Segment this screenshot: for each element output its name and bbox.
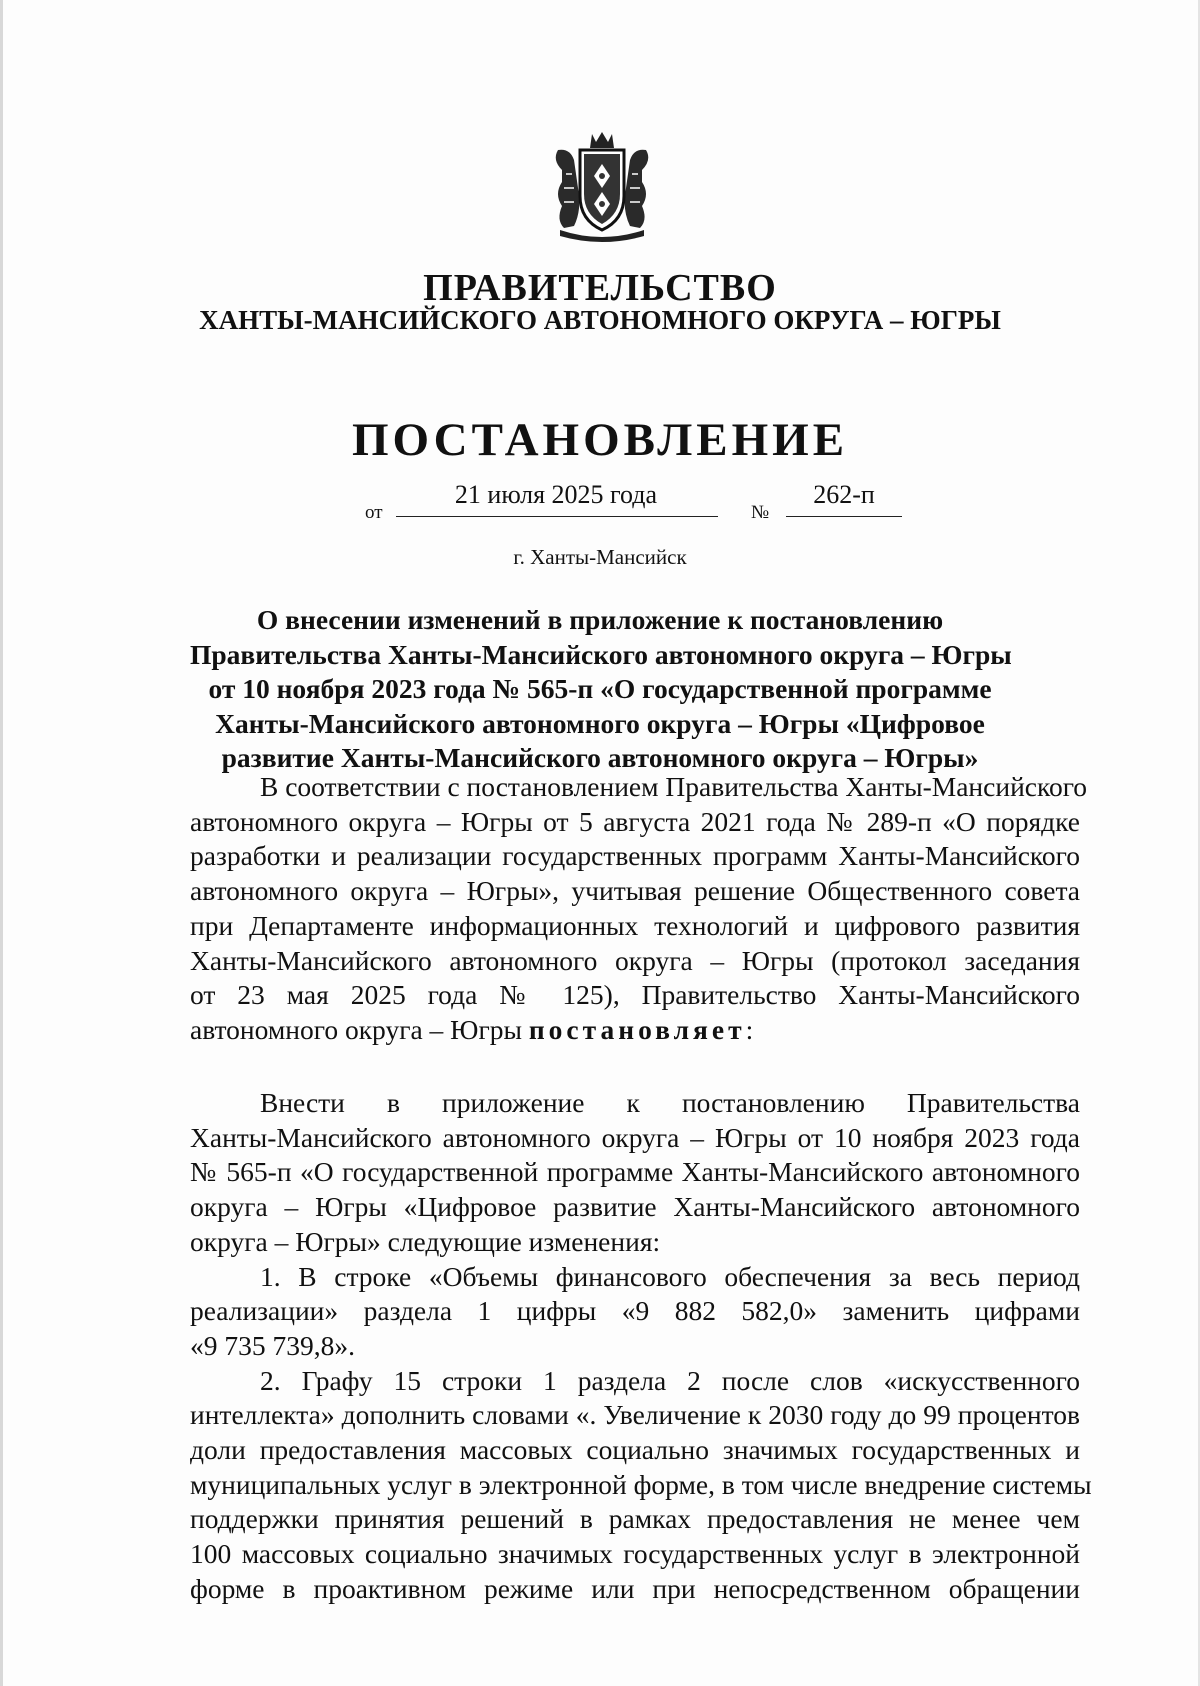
text-line: разработки и реализации государственных программ Ханты-Мансийского xyxy=(190,840,1080,872)
document-city: г. Ханты-Мансийск xyxy=(513,545,687,569)
date-underline xyxy=(396,516,718,517)
text-line: Ханты-Мансийского автономного округа – Югры от 10 ноября 2023 года xyxy=(190,1121,1080,1153)
preamble-paragraph xyxy=(190,770,1088,1048)
heading-line: О внесении изменений в приложение к постановлению xyxy=(256,604,944,635)
text-fragment: : xyxy=(745,1013,754,1045)
text-line: округа – Югры «Цифровое развитие Ханты-Мансийского автономного xyxy=(190,1191,1080,1223)
item-1-line: «9 735 739,8». xyxy=(190,1329,355,1361)
text-fragment: автономного округа – Югры xyxy=(190,1013,529,1045)
changes-section xyxy=(190,1086,1092,1607)
document-type: ПОСТАНОВЛЕНИЕ xyxy=(351,414,849,466)
text-line: от 23 мая 2025 года № 125), Правительство Ханты-Мансийского xyxy=(190,979,1080,1011)
document-number: 262-п xyxy=(813,480,875,509)
resolves-word: постановляет xyxy=(528,1013,746,1045)
heading-line: Ханты-Мансийского автономного округа – Югры «Цифровое xyxy=(215,707,985,739)
item-2-line: 100 массовых социально значимых государственных услуг в электронной xyxy=(190,1538,1080,1570)
document-date: 21 июля 2025 года xyxy=(454,480,658,509)
text-line: № 565-п «О государственной программе Ханты-Мансийского автономного xyxy=(190,1156,1080,1188)
text-line: округа – Югры» следующие изменения: xyxy=(190,1225,661,1257)
item-2-line: 2. Графу 15 строки 1 раздела 2 после слов «искусственного xyxy=(260,1364,1080,1396)
text-line xyxy=(190,1013,1080,1048)
number-prefix: № xyxy=(751,502,770,523)
item-1-line: 1. В строке «Объемы финансового обеспечения за весь период xyxy=(260,1260,1080,1292)
heading-line: от 10 ноября 2023 года № 565-п «О государственной программе xyxy=(208,673,992,704)
text-line: Внести в приложение к постановлению Правительства xyxy=(260,1087,1080,1118)
number-underline xyxy=(786,516,902,517)
document-heading xyxy=(190,603,1010,776)
text-line: при Департаменте информационных технологий и цифрового развития xyxy=(190,909,1080,941)
item-2-line: поддержки принятия решений в рамках предоставления не менее чем xyxy=(190,1503,1080,1535)
text-line: автономного округа – Югры от 5 августа 2021 года № 289-п «О порядке xyxy=(190,805,1080,837)
heading-line: Правительства Ханты-Мансийского автономного округа – Югры xyxy=(190,638,1012,670)
item-2-line: форме в проактивном режиме или при непосредственном обращении xyxy=(190,1572,1080,1604)
government-title: ПРАВИТЕЛЬСТВО xyxy=(423,267,777,309)
item-1-line: реализации» раздела 1 цифры «9 882 582,0» заменить цифрами xyxy=(190,1295,1080,1327)
item-2-line: доли предоставления массовых социально значимых государственных и xyxy=(190,1434,1080,1466)
item-2-line: интеллекта» дополнить словами «. Увеличение к 2030 году до 99 процентов xyxy=(190,1399,1080,1431)
heading-line: развитие Ханты-Мансийского автономного округа – Югры» xyxy=(221,742,979,773)
date-prefix: от xyxy=(365,502,383,523)
coat-of-arms-icon xyxy=(548,130,656,242)
text-line: В соответствии с постановлением Правительства Ханты-Мансийского xyxy=(260,771,1088,802)
text-line: автономного округа – Югры», учитывая решение Общественного совета xyxy=(190,875,1080,907)
text-line: Ханты-Мансийского автономного округа – Югры (протокол заседания xyxy=(190,944,1080,976)
scan-edge-left xyxy=(0,0,3,1686)
government-region: ХАНТЫ-МАНСИЙСКОГО АВТОНОМНОГО ОКРУГА – ЮГРЫ xyxy=(199,305,1001,335)
item-2-line: муниципальных услуг в электронной форме, в том числе внедрение системы xyxy=(190,1468,1092,1500)
